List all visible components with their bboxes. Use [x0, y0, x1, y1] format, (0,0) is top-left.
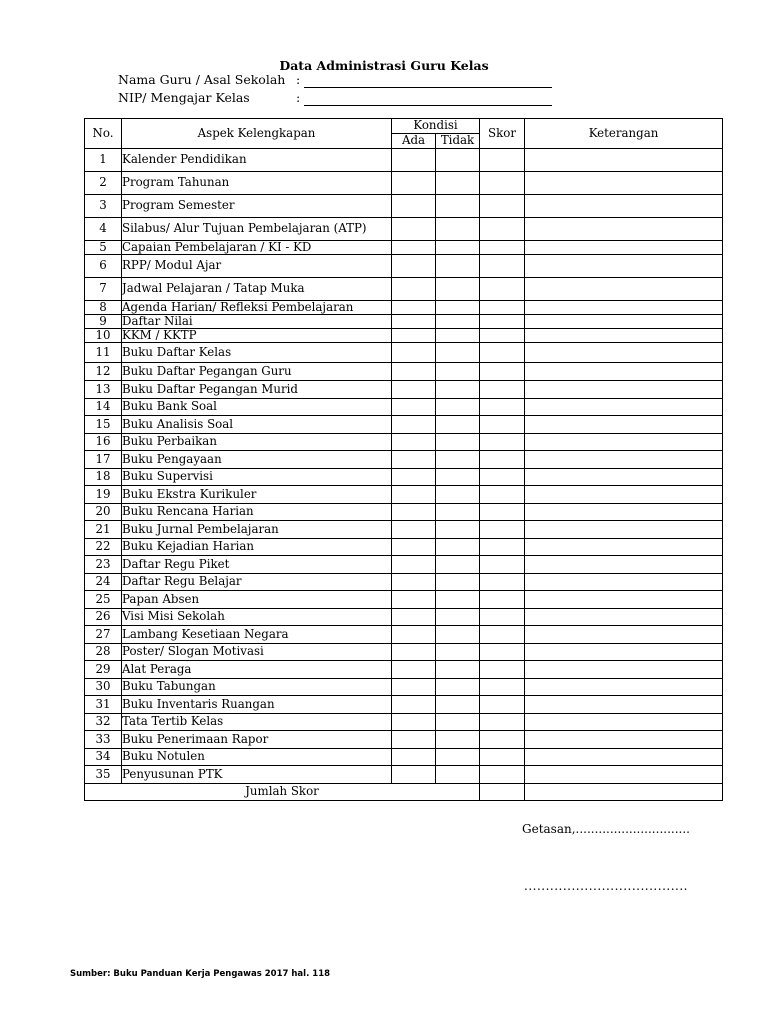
- table-row: [85, 381, 723, 399]
- row-keterangan-cell[interactable]: [525, 661, 723, 679]
- row-skor-cell[interactable]: [480, 195, 525, 218]
- total-label: Jumlah Skor: [85, 784, 480, 801]
- row-ada-cell[interactable]: [392, 696, 436, 714]
- table-row: [85, 278, 723, 301]
- table-row: [85, 731, 723, 749]
- row-ada-cell[interactable]: [392, 363, 436, 381]
- row-ada-cell[interactable]: [392, 399, 436, 416]
- table-row: [85, 521, 723, 539]
- row-aspek: Buku Rencana Harian: [122, 504, 392, 521]
- row-ada-cell[interactable]: [392, 241, 436, 255]
- row-ada-cell[interactable]: [392, 301, 436, 315]
- table-row: [85, 591, 723, 609]
- row-ada-cell[interactable]: [392, 504, 436, 521]
- row-keterangan-cell[interactable]: [525, 696, 723, 714]
- row-ada-cell[interactable]: [392, 149, 436, 172]
- row-tidak-cell[interactable]: [436, 469, 480, 486]
- row-skor-cell[interactable]: [480, 556, 525, 574]
- row-skor-cell[interactable]: [480, 381, 525, 399]
- row-tidak-cell[interactable]: [436, 149, 480, 172]
- row-ada-cell[interactable]: [392, 469, 436, 486]
- table-row: [85, 644, 723, 661]
- row-keterangan-cell[interactable]: [525, 469, 723, 486]
- total-skor-cell[interactable]: [480, 784, 525, 801]
- row-aspek: Capaian Pembelajaran / KI - KD: [122, 241, 392, 255]
- row-no: 34: [85, 749, 122, 766]
- row-skor-cell[interactable]: [480, 451, 525, 469]
- row-skor-cell[interactable]: [480, 731, 525, 749]
- table-row: [85, 172, 723, 195]
- row-tidak-cell[interactable]: [436, 766, 480, 784]
- field-nama-guru-line: [304, 75, 552, 88]
- row-no: 3: [85, 195, 122, 218]
- row-keterangan-cell[interactable]: [525, 749, 723, 766]
- row-no: 11: [85, 343, 122, 363]
- table-row: [85, 416, 723, 434]
- header-tidak: Tidak: [436, 134, 480, 149]
- row-aspek: Alat Peraga: [122, 661, 392, 679]
- row-tidak-cell[interactable]: [436, 329, 480, 343]
- row-ada-cell[interactable]: [392, 278, 436, 301]
- table-row: [85, 195, 723, 218]
- row-skor-cell[interactable]: [480, 172, 525, 195]
- row-keterangan-cell[interactable]: [525, 195, 723, 218]
- row-no: 9: [85, 315, 122, 329]
- row-ada-cell[interactable]: [392, 591, 436, 609]
- field-nama-guru: [118, 72, 552, 88]
- row-keterangan-cell[interactable]: [525, 218, 723, 241]
- row-keterangan-cell[interactable]: [525, 363, 723, 381]
- row-tidak-cell[interactable]: [436, 731, 480, 749]
- row-no: 25: [85, 591, 122, 609]
- table-body: [85, 149, 723, 784]
- row-no: 4: [85, 218, 122, 241]
- row-aspek: Buku Penerimaan Rapor: [122, 731, 392, 749]
- row-keterangan-cell[interactable]: [525, 504, 723, 521]
- row-skor-cell[interactable]: [480, 644, 525, 661]
- table-row: [85, 766, 723, 784]
- row-ada-cell[interactable]: [392, 574, 436, 591]
- row-no: 31: [85, 696, 122, 714]
- table-row: [85, 329, 723, 343]
- row-skor-cell[interactable]: [480, 749, 525, 766]
- table-row: [85, 218, 723, 241]
- table-row: [85, 315, 723, 329]
- table-row: [85, 504, 723, 521]
- row-no: 14: [85, 399, 122, 416]
- row-aspek: Buku Daftar Pegangan Guru: [122, 363, 392, 381]
- row-tidak-cell[interactable]: [436, 241, 480, 255]
- row-ada-cell[interactable]: [392, 661, 436, 679]
- row-aspek: Program Tahunan: [122, 172, 392, 195]
- header-no: No.: [85, 119, 122, 149]
- row-tidak-cell[interactable]: [436, 315, 480, 329]
- table-row: [85, 399, 723, 416]
- row-tidak-cell[interactable]: [436, 556, 480, 574]
- row-ada-cell[interactable]: [392, 315, 436, 329]
- row-no: 20: [85, 504, 122, 521]
- row-keterangan-cell[interactable]: [525, 434, 723, 451]
- row-keterangan-cell[interactable]: [525, 241, 723, 255]
- row-tidak-cell[interactable]: [436, 343, 480, 363]
- table-row: [85, 469, 723, 486]
- row-aspek: Buku Analisis Soal: [122, 416, 392, 434]
- row-ada-cell[interactable]: [392, 172, 436, 195]
- row-ada-cell[interactable]: [392, 343, 436, 363]
- row-no: 24: [85, 574, 122, 591]
- row-tidak-cell[interactable]: [436, 521, 480, 539]
- row-aspek: Papan Absen: [122, 591, 392, 609]
- row-ada-cell[interactable]: [392, 381, 436, 399]
- row-no: 1: [85, 149, 122, 172]
- table-row: [85, 626, 723, 644]
- row-ada-cell[interactable]: [392, 714, 436, 731]
- row-no: 23: [85, 556, 122, 574]
- row-skor-cell[interactable]: [480, 329, 525, 343]
- row-ada-cell[interactable]: [392, 416, 436, 434]
- row-skor-cell[interactable]: [480, 343, 525, 363]
- row-skor-cell[interactable]: [480, 149, 525, 172]
- row-aspek: Buku Daftar Kelas: [122, 343, 392, 363]
- row-skor-cell[interactable]: [480, 504, 525, 521]
- table-row: [85, 363, 723, 381]
- field-nip-label: NIP/ Mengajar Kelas: [118, 90, 250, 105]
- row-aspek: Buku Inventaris Ruangan: [122, 696, 392, 714]
- row-keterangan-cell[interactable]: [525, 556, 723, 574]
- row-aspek: Daftar Regu Belajar: [122, 574, 392, 591]
- row-no: 10: [85, 329, 122, 343]
- row-skor-cell[interactable]: [480, 241, 525, 255]
- field-nip-colon: :: [296, 90, 301, 105]
- table-row: [85, 255, 723, 278]
- row-aspek: Kalender Pendidikan: [122, 149, 392, 172]
- row-aspek: Agenda Harian/ Refleksi Pembelajaran: [122, 301, 392, 315]
- header-aspek: Aspek Kelengkapan: [122, 119, 392, 149]
- row-no: 28: [85, 644, 122, 661]
- row-skor-cell[interactable]: [480, 218, 525, 241]
- table-row: [85, 556, 723, 574]
- header-ada: Ada: [392, 134, 436, 149]
- row-aspek: Visi Misi Sekolah: [122, 609, 392, 626]
- row-no: 18: [85, 469, 122, 486]
- row-keterangan-cell[interactable]: [525, 714, 723, 731]
- row-keterangan-cell[interactable]: [525, 626, 723, 644]
- row-tidak-cell[interactable]: [436, 591, 480, 609]
- table-row: [85, 451, 723, 469]
- row-tidak-cell[interactable]: [436, 434, 480, 451]
- row-keterangan-cell[interactable]: [525, 255, 723, 278]
- row-no: 30: [85, 679, 122, 696]
- row-no: 2: [85, 172, 122, 195]
- row-skor-cell[interactable]: [480, 301, 525, 315]
- row-ada-cell[interactable]: [392, 679, 436, 696]
- row-keterangan-cell[interactable]: [525, 416, 723, 434]
- row-aspek: Buku Pengayaan: [122, 451, 392, 469]
- table-row: [85, 714, 723, 731]
- row-tidak-cell[interactable]: [436, 714, 480, 731]
- row-skor-cell[interactable]: [480, 434, 525, 451]
- row-aspek: Jadwal Pelajaran / Tatap Muka: [122, 278, 392, 301]
- row-aspek: Poster/ Slogan Motivasi: [122, 644, 392, 661]
- row-keterangan-cell[interactable]: [525, 343, 723, 363]
- row-skor-cell[interactable]: [480, 679, 525, 696]
- row-tidak-cell[interactable]: [436, 416, 480, 434]
- row-skor-cell[interactable]: [480, 539, 525, 556]
- row-keterangan-cell[interactable]: [525, 399, 723, 416]
- row-skor-cell[interactable]: [480, 315, 525, 329]
- row-keterangan-cell[interactable]: [525, 149, 723, 172]
- row-aspek: Buku Notulen: [122, 749, 392, 766]
- row-no: 6: [85, 255, 122, 278]
- row-tidak-cell[interactable]: [436, 486, 480, 504]
- row-tidak-cell[interactable]: [436, 278, 480, 301]
- row-tidak-cell[interactable]: [436, 679, 480, 696]
- table-row: [85, 434, 723, 451]
- row-tidak-cell[interactable]: [436, 574, 480, 591]
- row-no: 22: [85, 539, 122, 556]
- table-row: [85, 149, 723, 172]
- row-keterangan-cell[interactable]: [525, 521, 723, 539]
- row-aspek: Buku Jurnal Pembelajaran: [122, 521, 392, 539]
- row-no: 33: [85, 731, 122, 749]
- row-ada-cell[interactable]: [392, 521, 436, 539]
- row-tidak-cell[interactable]: [436, 609, 480, 626]
- row-skor-cell[interactable]: [480, 626, 525, 644]
- header-kondisi: Kondisi: [392, 119, 480, 134]
- row-tidak-cell[interactable]: [436, 644, 480, 661]
- row-no: 8: [85, 301, 122, 315]
- row-ada-cell[interactable]: [392, 539, 436, 556]
- row-tidak-cell[interactable]: [436, 255, 480, 278]
- row-aspek: Buku Tabungan: [122, 679, 392, 696]
- row-keterangan-cell[interactable]: [525, 609, 723, 626]
- table-row: [85, 574, 723, 591]
- row-keterangan-cell[interactable]: [525, 329, 723, 343]
- table-row: [85, 486, 723, 504]
- row-skor-cell[interactable]: [480, 486, 525, 504]
- row-ada-cell[interactable]: [392, 218, 436, 241]
- row-keterangan-cell[interactable]: [525, 381, 723, 399]
- table-row: [85, 661, 723, 679]
- row-skor-cell[interactable]: [480, 696, 525, 714]
- row-ada-cell[interactable]: [392, 329, 436, 343]
- row-aspek: Buku Perbaikan: [122, 434, 392, 451]
- row-tidak-cell[interactable]: [436, 539, 480, 556]
- source-note: Sumber: Buku Panduan Kerja Pengawas 2017 hal. 118: [70, 969, 331, 979]
- row-tidak-cell[interactable]: [436, 195, 480, 218]
- row-no: 27: [85, 626, 122, 644]
- field-nip: [118, 90, 552, 106]
- row-keterangan-cell[interactable]: [525, 539, 723, 556]
- row-tidak-cell[interactable]: [436, 381, 480, 399]
- row-no: 16: [85, 434, 122, 451]
- row-aspek: Lambang Kesetiaan Negara: [122, 626, 392, 644]
- row-aspek: KKM / KKTP: [122, 329, 392, 343]
- row-ada-cell[interactable]: [392, 626, 436, 644]
- row-skor-cell[interactable]: [480, 591, 525, 609]
- row-keterangan-cell[interactable]: [525, 451, 723, 469]
- row-tidak-cell[interactable]: [436, 661, 480, 679]
- row-aspek: RPP/ Modul Ajar: [122, 255, 392, 278]
- row-tidak-cell[interactable]: [436, 626, 480, 644]
- row-tidak-cell[interactable]: [436, 172, 480, 195]
- row-aspek: Silabus/ Alur Tujuan Pembelajaran (ATP): [122, 218, 392, 241]
- row-ada-cell[interactable]: [392, 731, 436, 749]
- row-no: 19: [85, 486, 122, 504]
- row-keterangan-cell[interactable]: [525, 679, 723, 696]
- row-aspek: Penyusunan PTK: [122, 766, 392, 784]
- row-aspek: Buku Supervisi: [122, 469, 392, 486]
- row-aspek: Tata Tertib Kelas: [122, 714, 392, 731]
- table-row: [85, 539, 723, 556]
- row-keterangan-cell[interactable]: [525, 731, 723, 749]
- table-row: [85, 696, 723, 714]
- row-no: 29: [85, 661, 122, 679]
- signature-line: ......................................: [524, 879, 688, 893]
- row-no: 12: [85, 363, 122, 381]
- row-keterangan-cell[interactable]: [525, 172, 723, 195]
- row-no: 32: [85, 714, 122, 731]
- table-row: [85, 241, 723, 255]
- administration-table: [84, 118, 723, 801]
- row-tidak-cell[interactable]: [436, 451, 480, 469]
- row-skor-cell[interactable]: [480, 766, 525, 784]
- row-skor-cell[interactable]: [480, 399, 525, 416]
- row-tidak-cell[interactable]: [436, 301, 480, 315]
- total-keterangan-cell[interactable]: [525, 784, 723, 801]
- row-skor-cell[interactable]: [480, 416, 525, 434]
- row-keterangan-cell[interactable]: [525, 766, 723, 784]
- row-tidak-cell[interactable]: [436, 504, 480, 521]
- table-row: [85, 301, 723, 315]
- document-title: Data Administrasi Guru Kelas: [279, 58, 489, 73]
- header-skor: Skor: [480, 119, 525, 149]
- row-aspek: Buku Kejadian Harian: [122, 539, 392, 556]
- row-ada-cell[interactable]: [392, 195, 436, 218]
- row-ada-cell[interactable]: [392, 766, 436, 784]
- row-no: 7: [85, 278, 122, 301]
- row-keterangan-cell[interactable]: [525, 486, 723, 504]
- row-no: 15: [85, 416, 122, 434]
- row-tidak-cell[interactable]: [436, 363, 480, 381]
- row-skor-cell[interactable]: [480, 574, 525, 591]
- row-aspek: Buku Ekstra Kurikuler: [122, 486, 392, 504]
- table-row: [85, 609, 723, 626]
- row-skor-cell[interactable]: [480, 469, 525, 486]
- row-no: 17: [85, 451, 122, 469]
- field-nama-guru-label: Nama Guru / Asal Sekolah: [118, 72, 286, 87]
- row-skor-cell[interactable]: [480, 661, 525, 679]
- row-tidak-cell[interactable]: [436, 749, 480, 766]
- row-aspek: Program Semester: [122, 195, 392, 218]
- row-keterangan-cell[interactable]: [525, 574, 723, 591]
- row-no: 13: [85, 381, 122, 399]
- row-no: 5: [85, 241, 122, 255]
- row-keterangan-cell[interactable]: [525, 591, 723, 609]
- row-skor-cell[interactable]: [480, 363, 525, 381]
- field-nama-guru-colon: :: [296, 72, 301, 87]
- row-no: 26: [85, 609, 122, 626]
- row-tidak-cell[interactable]: [436, 218, 480, 241]
- field-nip-line: [304, 93, 552, 106]
- row-tidak-cell[interactable]: [436, 399, 480, 416]
- row-aspek: Buku Daftar Pegangan Murid: [122, 381, 392, 399]
- row-ada-cell[interactable]: [392, 434, 436, 451]
- row-ada-cell[interactable]: [392, 255, 436, 278]
- row-skor-cell[interactable]: [480, 521, 525, 539]
- row-ada-cell[interactable]: [392, 451, 436, 469]
- row-aspek: Daftar Regu Piket: [122, 556, 392, 574]
- row-ada-cell[interactable]: [392, 486, 436, 504]
- row-no: 21: [85, 521, 122, 539]
- row-no: 35: [85, 766, 122, 784]
- row-ada-cell[interactable]: [392, 749, 436, 766]
- table-row: [85, 343, 723, 363]
- row-skor-cell[interactable]: [480, 609, 525, 626]
- row-aspek: Buku Bank Soal: [122, 399, 392, 416]
- row-keterangan-cell[interactable]: [525, 644, 723, 661]
- place-date: Getasan,..............................: [522, 822, 690, 836]
- row-ada-cell[interactable]: [392, 644, 436, 661]
- row-skor-cell[interactable]: [480, 278, 525, 301]
- row-keterangan-cell[interactable]: [525, 278, 723, 301]
- row-keterangan-cell[interactable]: [525, 301, 723, 315]
- row-tidak-cell[interactable]: [436, 696, 480, 714]
- row-keterangan-cell[interactable]: [525, 315, 723, 329]
- table-row: [85, 749, 723, 766]
- row-skor-cell[interactable]: [480, 714, 525, 731]
- row-skor-cell[interactable]: [480, 255, 525, 278]
- table-row: [85, 679, 723, 696]
- row-ada-cell[interactable]: [392, 609, 436, 626]
- row-ada-cell[interactable]: [392, 556, 436, 574]
- row-aspek: Daftar Nilai: [122, 315, 392, 329]
- header-keterangan: Keterangan: [525, 119, 723, 149]
